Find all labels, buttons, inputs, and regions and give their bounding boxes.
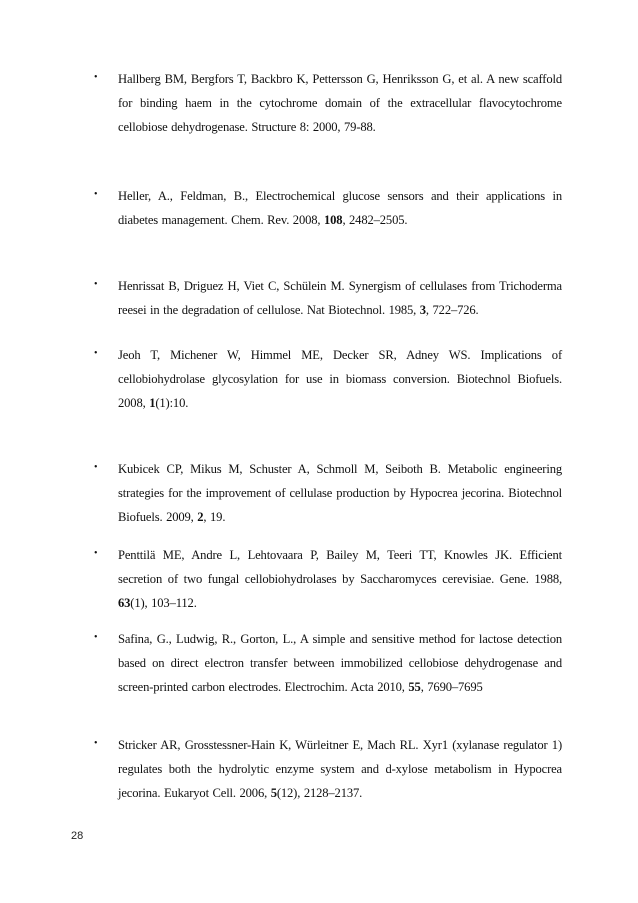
reference-segment: Jeoh T, Michener W, Himmel ME, Decker SR, Adney WS. Implications of cellobiohydrolase glycosylation for use in biomass conversion. Biotechnol Biofuels. 2008, [118,348,562,410]
reference-segment: , 722–726. [425,303,479,317]
reference-item [94,733,562,805]
reference-item [94,343,562,415]
bullet-icon: • [94,548,98,559]
reference-text [118,627,562,699]
reference-volume: 1 [149,396,156,410]
reference-volume: 3 [419,303,426,317]
reference-volume: 5 [270,786,277,800]
reference-item [94,627,562,699]
reference-text [118,457,562,529]
reference-volume: 63 [118,596,131,610]
reference-text [118,733,562,805]
reference-segment: , 2482–2505. [342,213,408,227]
reference-segment: (12), 2128–2137. [276,786,363,800]
reference-segment: Stricker AR, Grosstessner-Hain K, Würleitner E, Mach RL. Xyr1 (xylanase regulator 1) regulates both the hydrolytic enzyme system and d-xylose metabolism in Hypocrea jecorina. Eukaryot Cell. 2006, [118,738,562,800]
reference-segment: (1):10. [155,396,189,410]
page-number: 28 [71,830,84,842]
reference-segment: (1), 103–112. [130,596,197,610]
reference-segment: , 7690–7695 [420,680,483,694]
reference-item [94,274,562,322]
reference-item [94,457,562,529]
reference-item [94,184,562,232]
bullet-icon: • [94,462,98,473]
reference-text [118,274,562,322]
reference-volume: 55 [408,680,421,694]
bullet-icon: • [94,632,98,643]
reference-item [94,543,562,615]
reference-volume: 108 [323,213,343,227]
reference-segment: Hallberg BM, Bergfors T, Backbro K, Pettersson G, Henriksson G, et al. A new scaffold for binding haem in the cytochrome domain of the extracellular flavocytochrome cellobiose dehydrogenase. Structure 8: 2000, 79-88. [118,72,562,134]
bullet-icon: • [94,348,98,359]
reference-segment: Kubicek CP, Mikus M, Schuster A, Schmoll M, Seiboth B. Metabolic engineering strategies for the improvement of cellulase production by Hypocrea jecorina. Biotechnol Biofuels. 2009, [118,462,562,524]
reference-segment: Safina, G., Ludwig, R., Gorton, L., A simple and sensitive method for lactose detection based on direct electron transfer between immobilized cellobiose dehydrogenase and screen-printed carbon electrodes. Electrochim. Acta 2010, [118,632,562,694]
reference-item [94,67,562,139]
reference-segment: , 19. [203,510,226,524]
reference-segment: Henrissat B, Driguez H, Viet C, Schülein M. Synergism of cellulases from Trichoderma reesei in the degradation of cellulose. Nat Biotechnol. 1985, [118,279,562,317]
reference-segment: Heller, A., Feldman, B., Electrochemical glucose sensors and their applications in diabetes management. Chem. Rev. 2008, [118,189,562,227]
reference-text [118,67,562,139]
reference-text [118,343,562,415]
bullet-icon: • [94,738,98,749]
reference-volume: 2 [197,510,204,524]
reference-text [118,184,562,232]
reference-segment: Penttilä ME, Andre L, Lehtovaara P, Bailey M, Teeri TT, Knowles JK. Efficient secretion of two fungal cellobiohydrolases by Saccharomyces cerevisiae. Gene. 1988, [118,548,562,586]
bullet-icon: • [94,72,98,83]
reference-text [118,543,562,615]
bullet-icon: • [94,189,98,200]
bullet-icon: • [94,279,98,290]
